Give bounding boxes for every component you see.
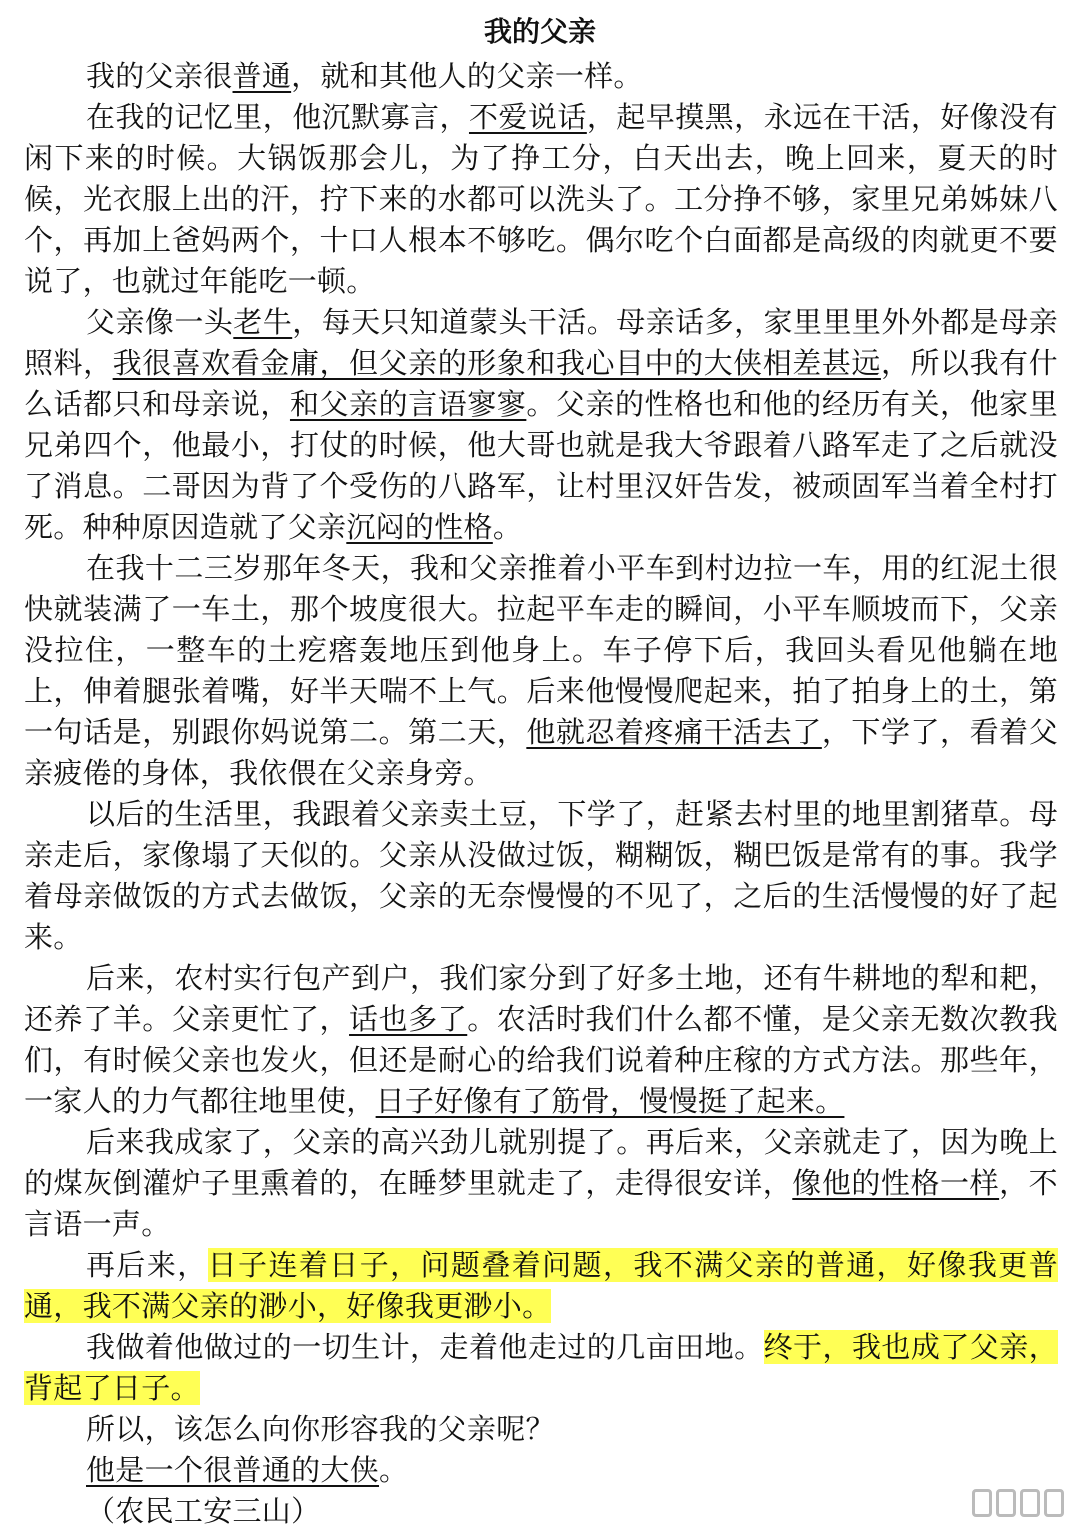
text-span: （农民工安三山） bbox=[86, 1494, 321, 1528]
text-span: 。父亲的性格也和他的经历有关，他家里兄弟四个，他最小，打仗的时候，他大哥也就是我大爷跟着八路军走了之后就没了消息。二哥因为背了个受伤的八路军，让村里汉奸告发，被顽固军当着全村打死。种种原因造就了父亲 bbox=[24, 387, 1059, 544]
text-span: 父亲像一头 bbox=[86, 305, 234, 339]
underlined-text: 不爱说话 bbox=[468, 100, 587, 134]
watermark-mark bbox=[996, 1489, 1016, 1517]
paragraph bbox=[24, 302, 1058, 548]
paragraph bbox=[24, 97, 1058, 302]
text-span: 。 bbox=[379, 1453, 409, 1487]
text-span: 在我的记忆里，他沉默寡言， bbox=[86, 100, 469, 134]
text-span: 在我十二三岁那年冬天，我和父亲推着小平车到村边拉一车，用的红泥土很快就装满了一车土，那个坡度很大。拉起平车走的瞬间，小平车顺坡而下，父亲没拉住，一整车的土疙瘩轰地压到他身上。车子停下后，我回头看见他躺在地上，伸着腿张着嘴，好半天喘不上气。后来他慢慢爬起来，拍了拍身上的土，第一句话是，别跟你妈说第二。第二天， bbox=[24, 551, 1058, 749]
text-span: 再后来， bbox=[86, 1248, 208, 1282]
watermark-mark bbox=[972, 1489, 992, 1517]
text-span: 我做着他做过的一切生计，走着他走过的几亩田地。 bbox=[86, 1330, 764, 1364]
underlined-text: 我很喜欢看金庸，但父亲的形象和我心目中的大侠相差甚远 bbox=[112, 346, 881, 380]
highlighted-text: 终于，我也成了父亲，背起了日子。 bbox=[24, 1330, 1058, 1405]
paragraph bbox=[86, 1491, 1058, 1532]
text-span: ，每天只知道蒙头干活。母亲话多，家里里里外外都是母亲照料， bbox=[24, 305, 1058, 380]
highlighted-text: 日子连着日子，问题叠着问题，我不满父亲的普通，好像我更普通，我不满父亲的渺小，好像我更渺小。 bbox=[24, 1248, 1058, 1323]
article-body bbox=[24, 56, 1058, 1532]
underlined-text: 老牛 bbox=[233, 305, 293, 339]
text-span: ，就和其他人的父亲一样。 bbox=[291, 59, 643, 93]
paragraph bbox=[24, 56, 1058, 97]
underlined-text: 他就忍着疼痛干活去了 bbox=[526, 715, 822, 749]
paragraph bbox=[24, 958, 1058, 1122]
text-span: 后来，农村实行包产到户，我们家分到了好多土地，还有牛耕地的犁和耙，还养了羊。父亲更忙了， bbox=[24, 961, 1058, 1036]
paragraph bbox=[24, 1409, 1058, 1450]
underlined-text: 日子好像有了筋骨，慢慢挺了起来。 bbox=[375, 1084, 845, 1118]
underlined-text: 沉闷的性格 bbox=[346, 510, 493, 544]
watermark-mark bbox=[1020, 1489, 1040, 1517]
paragraph bbox=[24, 794, 1058, 958]
underlined-text: 话也多了 bbox=[349, 1002, 468, 1036]
text-span: 以后的生活里，我跟着父亲卖土豆，下学了，赶紧去村里的地里割猪草。母亲走后，家像塌了天似的。父亲从没做过饭，糊糊饭，糊巴饭是常有的事。我学着母亲做饭的方式去做饭，父亲的无奈慢慢的不见了，之后的生活慢慢的好了起来。 bbox=[24, 797, 1058, 954]
text-span: ，下学了，看着父亲疲倦的身体，我依偎在父亲身旁。 bbox=[24, 715, 1058, 790]
paragraph bbox=[24, 1122, 1058, 1245]
text-span: ，所以我有什么话都只和母亲说， bbox=[24, 346, 1058, 421]
underlined-text: 和父亲的言语寥寥 bbox=[289, 387, 527, 421]
text-span: 后来我成家了，父亲的高兴劲儿就别提了。再后来，父亲就走了，因为晚上的煤灰倒灌炉子里熏着的，在睡梦里就走了，走得很安详， bbox=[24, 1125, 1058, 1200]
article-title: 我的父亲 bbox=[483, 15, 596, 48]
underlined-text: 他是一个很普通的大侠 bbox=[86, 1453, 380, 1487]
paragraph bbox=[24, 1327, 1058, 1409]
paragraph bbox=[24, 548, 1058, 794]
text-span: ，起早摸黑，永远在干活，好像没有闲下来的时候。大锅饭那会儿，为了挣工分，白天出去，晚上回来，夏天的时候，光衣服上出的汗，拧下来的水都可以洗头了。工分挣不够，家里兄弟姊妹八个，再加上爸妈两个，十口人根本不够吃。偶尔吃个白面都是高级的肉就更不要说了，也就过年能吃一顿。 bbox=[24, 100, 1058, 298]
text-span: ，不言语一声。 bbox=[24, 1166, 1058, 1241]
paragraph bbox=[24, 1450, 1058, 1491]
text-span: 。农活时我们什么都不懂，是父亲无数次教我们，有时候父亲也发火，但还是耐心的给我们说着种庄稼的方式方法。那些年，一家人的力气都往地里使， bbox=[24, 1002, 1058, 1118]
underlined-text: 像他的性格一样 bbox=[792, 1166, 1000, 1200]
text-span: 。 bbox=[492, 510, 523, 544]
watermark-logo bbox=[972, 1489, 1064, 1517]
paragraph bbox=[24, 1245, 1058, 1327]
watermark-mark bbox=[1044, 1489, 1064, 1517]
underlined-text: 普通 bbox=[232, 59, 292, 93]
text-span: 我的父亲很 bbox=[86, 59, 233, 93]
text-span: 所以，该怎么向你形容我的父亲呢？ bbox=[86, 1412, 555, 1446]
